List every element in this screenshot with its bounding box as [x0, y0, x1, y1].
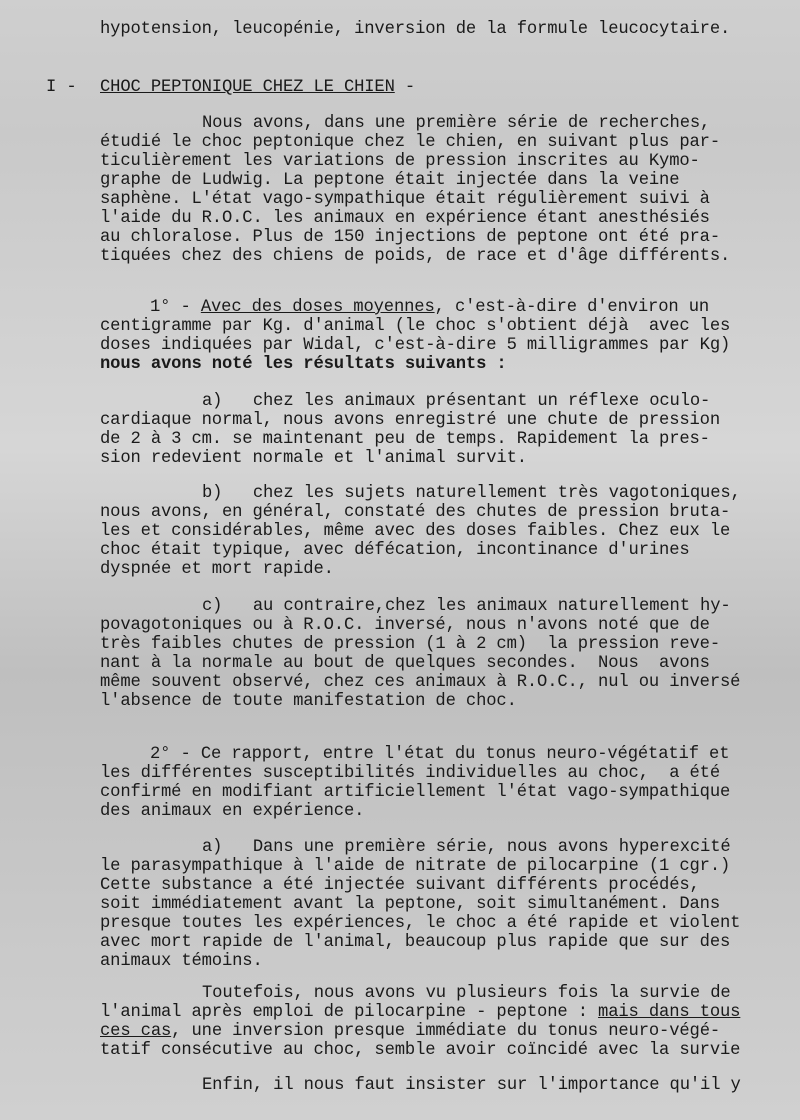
section-title: CHOC PEPTONIQUE CHEZ LE CHIEN: [100, 78, 395, 97]
pc-line: très faibles chutes de pression (1 à 2 cm) la pression reve-: [100, 635, 721, 654]
p4-text: l'animal après emploi de pilocarpine - peptone :: [100, 1003, 599, 1022]
p2-underlined: Avec des doses moyennes: [200, 298, 435, 317]
pc-line: nant à la normale au bout de quelques secondes. Nous avons: [100, 654, 710, 673]
p4-line: [100, 1003, 740, 1023]
pa-line: a) chez les animaux présentant un réflexe oculo-: [202, 392, 711, 411]
pa-line: cardiaque normal, nous avons enregistré une chute de pression: [100, 411, 721, 430]
p1-line: saphène. L'état vago-sympathique était régulièrement suivi à: [100, 190, 710, 209]
p4-line: [100, 1022, 720, 1042]
p1-line: Nous avons, dans une première série de recherches,: [202, 114, 711, 133]
pb-line: b) chez les sujets naturellement très vagotoniques,: [202, 484, 741, 503]
p2-number: 1° -: [150, 298, 201, 317]
p3a-line: Cette substance a été injectée suivant différents procédés,: [100, 876, 700, 895]
top-line: hypotension, leucopénie, inversion de la formule leucocytaire.: [100, 20, 731, 39]
pc-line: povagotoniques ou à R.O.C. inversé, nous n'avons noté que de: [100, 616, 710, 635]
p1-line: tiquées chez des chiens de poids, de race et d'âge différents.: [100, 247, 731, 266]
p4-text: , une inversion presque immédiate du tonus neuro-végé-: [171, 1022, 721, 1041]
p2-line: centigramme par Kg. d'animal (le choc s'obtient déjà avec les: [100, 317, 731, 336]
pb-line: choc était typique, avec défécation, incontinance d'urines: [100, 541, 690, 560]
p3a-line: soit immédiatement avant la peptone, soit simultanément. Dans: [100, 895, 721, 914]
p3a-line: presque toutes les expériences, le choc a été rapide et violent: [100, 914, 741, 933]
p3a-line: le parasympathique à l'aide de nitrate de pilocarpine (1 cgr.): [100, 857, 731, 876]
p1-line: au chloralose. Plus de 150 injections de peptone ont été pra-: [100, 228, 721, 247]
p3a-line: a) Dans une première série, nous avons hyperexcité: [202, 838, 731, 857]
p3a-line: avec mort rapide de l'animal, beaucoup plus rapide que sur des: [100, 933, 731, 952]
pc-line: même souvent observé, chez ces animaux à R.O.C., nul ou inversé: [100, 673, 741, 692]
pc-line: l'absence de toute manifestation de choc.: [100, 692, 517, 711]
p3-line: les différentes susceptibilités individuelles au choc, a été: [100, 764, 721, 783]
p4-underlined: mais dans tous: [598, 1003, 741, 1022]
pa-line: de 2 à 3 cm. se maintenant peu de temps. Rapidement la pres-: [100, 430, 710, 449]
section-heading: [100, 78, 415, 98]
p3-line: 2° - Ce rapport, entre l'état du tonus neuro-végétatif et: [150, 745, 730, 764]
pb-line: les et considérables, même avec des doses faibles. Chez eux le: [100, 522, 731, 541]
section-number: I -: [46, 78, 77, 97]
p2-line: nous avons noté les résultats suivants :: [100, 355, 507, 374]
p5-line: Enfin, il nous faut insister sur l'importance qu'il y: [202, 1076, 741, 1095]
p2-first-line: [150, 298, 709, 318]
p1-line: graphe de Ludwig. La peptone était injectée dans la veine: [100, 171, 680, 190]
p4-underlined: ces cas: [100, 1022, 172, 1041]
p3-line: confirmé en modifiant artificiellement l'état vago-sympathique: [100, 783, 731, 802]
pb-line: dyspnée et mort rapide.: [100, 560, 334, 579]
p3-line: des animaux en expérience.: [100, 802, 365, 821]
pc-line: c) au contraire,chez les animaux naturellement hy-: [202, 597, 731, 616]
p2-rest: , c'est-à-dire d'environ un: [434, 298, 710, 317]
p3a-line: animaux témoins.: [100, 952, 263, 971]
pb-line: nous avons, en général, constaté des chutes de pression bruta-: [100, 503, 731, 522]
p2-line: doses indiquées par Widal, c'est-à-dire 5 milligrammes par Kg): [100, 336, 731, 355]
pa-line: sion redevient normale et l'animal survit.: [100, 449, 527, 468]
p4-line: tatif consécutive au choc, semble avoir coïncidé avec la survie: [100, 1041, 741, 1060]
p1-line: étudié le choc peptonique chez le chien, en suivant plus par-: [100, 133, 721, 152]
p4-line: Toutefois, nous avons vu plusieurs fois la survie de: [202, 984, 731, 1003]
p1-line: ticulièrement les variations de pression inscrites au Kymo-: [100, 152, 700, 171]
p1-line: l'aide du R.O.C. les animaux en expérience étant anesthésiés: [100, 209, 710, 228]
section-title-suffix: -: [394, 78, 416, 97]
